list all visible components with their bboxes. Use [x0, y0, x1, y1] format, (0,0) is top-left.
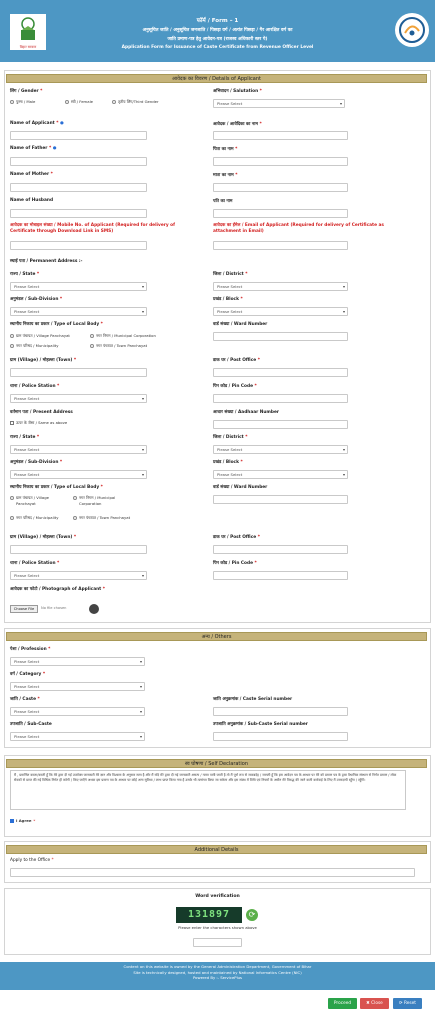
- mobile-label: आवेदक का मोबाइल संख्या / Mobile No. of Applicant (Required for delivery of Certificate through Download Link in SMS): [10, 223, 175, 234]
- refresh-captcha-icon[interactable]: ⟳: [246, 909, 258, 921]
- applicant-name-hindi-label: आवेदक / आवेदिका का नाम *: [213, 122, 262, 127]
- apply-office-input[interactable]: [10, 868, 415, 877]
- footer-line2: Site is technically designed, hosted and maintained by National Informatics Centre (NIC): [133, 969, 302, 975]
- perm-town-panchayat-radio[interactable]: नगर पंचायत / Town Panchayat: [90, 343, 147, 349]
- perm-pin-label: पिन कोड / Pin Code *: [213, 384, 257, 389]
- subcaste-serial-input[interactable]: [213, 732, 348, 741]
- proceed-button[interactable]: Proceed: [328, 998, 357, 1009]
- subcaste-label: उपजाति / Sub-Caste: [10, 722, 52, 727]
- declaration-section-bar: स्व घोषणा / Self Declaration: [6, 759, 427, 768]
- pres-ward-label: वार्ड संख्या / Ward Number: [213, 485, 268, 490]
- serviceplus-logo: [395, 13, 429, 47]
- perm-block-label: प्रखंड / Block *: [213, 297, 243, 302]
- reset-button[interactable]: ⟳ Reset: [393, 998, 422, 1009]
- perm-village-panchayat-radio[interactable]: ग्राम पंचायत / Village Panchayat: [10, 333, 70, 339]
- subcaste-select[interactable]: Please Select ▾: [10, 732, 145, 741]
- salutation-label: अभिवादन / Salutation *: [213, 89, 262, 94]
- profession-select[interactable]: Please Select ▾: [10, 657, 145, 666]
- perm-ward-label: वार्ड संख्या / Ward Number: [213, 322, 268, 327]
- perm-state-select[interactable]: Please Select ▾: [10, 282, 147, 291]
- no-file-text: No file chosen: [41, 606, 67, 610]
- pres-village-label: ग्राम (Village) / मोहल्ला (Town) *: [10, 535, 77, 540]
- footer-line3: Powered By :- ServicePlus: [192, 975, 243, 980]
- radio-circle-icon: [112, 100, 116, 104]
- category-select[interactable]: Please Select ▾: [10, 682, 145, 691]
- close-icon: ✖: [366, 1001, 370, 1006]
- radio-circle-icon: [90, 334, 94, 338]
- captcha-image: 131897: [176, 907, 242, 923]
- hindi-title-line2: जाति प्रमाण-पत्र हेतु आवेदन-पत्र (राजस्व अधिकारी स्तर पे): [167, 37, 268, 42]
- captcha-title: Word verification: [195, 894, 240, 899]
- page-footer: [0, 962, 435, 990]
- pres-subdivision-label: अनुमंडल / Sub-Division *: [10, 460, 63, 465]
- radio-circle-icon: [65, 100, 69, 104]
- pres-postoffice-label: डाक घर / Post Office *: [213, 535, 260, 540]
- pres-village-input[interactable]: [10, 545, 147, 554]
- category-label: वर्ग / Category *: [10, 672, 46, 677]
- pres-district-label: जिला / District *: [213, 435, 248, 440]
- perm-state-label: राज्य / State *: [10, 272, 40, 277]
- additional-section-bar: Additional Details: [6, 845, 427, 854]
- radio-circle-icon: [73, 496, 77, 500]
- perm-municipal-corp-radio[interactable]: नगर निगम / Municipal Corporation: [90, 333, 156, 339]
- gender-label: लिंग / Gender *: [10, 89, 43, 94]
- page-header: [0, 0, 435, 62]
- logo-caption: बिहार सरकार: [19, 45, 37, 49]
- caste-label: जाति / Caste *: [10, 697, 40, 702]
- caste-select[interactable]: Please Select ▾: [10, 707, 145, 716]
- captcha-hint: Please enter the characters shown above: [178, 925, 257, 930]
- choose-file-button[interactable]: Choose File: [10, 605, 38, 613]
- applicant-name-hindi-input[interactable]: [213, 131, 348, 140]
- husband-name-label: Name of Husband: [10, 198, 54, 203]
- profession-label: पेशा / Profession *: [10, 647, 51, 652]
- english-title: Application Form for Issuance of Caste Certificate from Revenue Officer Level: [121, 45, 314, 50]
- pres-police-select[interactable]: Please Select ▾: [10, 571, 147, 580]
- pres-police-label: थाना / Police Station *: [10, 561, 60, 566]
- radio-circle-icon: [10, 516, 14, 520]
- apply-office-label: Apply to the Office *: [10, 858, 54, 863]
- caste-serial-input[interactable]: [213, 707, 348, 716]
- footer-line1: Content on this website is owned by the General Administration Department, Government of Bihar: [123, 964, 312, 969]
- father-name-hindi-label: पिता का नाम *: [213, 147, 238, 152]
- perm-district-label: जिला / District *: [213, 272, 248, 277]
- mother-name-hindi-input[interactable]: [213, 183, 348, 192]
- pres-block-label: प्रखंड / Block *: [213, 460, 243, 465]
- pres-village-panchayat-radio[interactable]: ग्राम पंचायत / Village Panchayat: [10, 495, 68, 506]
- perm-pin-input[interactable]: [213, 394, 348, 403]
- perm-police-label: थाना / Police Station *: [10, 384, 60, 389]
- applicant-name-input[interactable]: [10, 131, 147, 140]
- husband-name-hindi-input[interactable]: [213, 209, 348, 218]
- email-label: आवेदक का ईमेल / Email of Applicant (Required for delivery of Certificate as attachment in Email): [213, 223, 384, 234]
- perm-municipality-radio[interactable]: नगर परिषद / Municipality: [10, 343, 58, 349]
- captcha-input[interactable]: [193, 938, 242, 947]
- salutation-select[interactable]: Please Select ▾: [213, 99, 345, 108]
- pres-municipal-corp-radio[interactable]: नगर निगम / Municipal Corporation: [73, 495, 135, 506]
- mobile-input[interactable]: [10, 241, 147, 250]
- pres-pin-label: पिन कोड / Pin Code *: [213, 561, 257, 566]
- mother-name-hindi-label: माता का नाम *: [213, 173, 238, 178]
- refresh-icon: ⟳: [399, 1001, 403, 1006]
- aadhaar-input[interactable]: [213, 420, 348, 429]
- serviceplus-icon: [395, 13, 429, 47]
- perm-ward-input[interactable]: [213, 332, 348, 341]
- pres-localbody-label: स्थानीय निकाय का प्रकार / Type of Local Body *: [10, 485, 103, 490]
- perm-localbody-label: स्थानीय निकाय का प्रकार / Type of Local Body *: [10, 322, 103, 327]
- applicant-name-label: Name of Applicant * ●: [10, 121, 64, 126]
- gender-third-radio[interactable]: तृतीय लिंग/Third Gender: [112, 99, 162, 105]
- perm-village-input[interactable]: [10, 368, 147, 377]
- declaration-text: मैं , प्रमाणित करता/करती हूँ कि मेरे द्वारा दी गई उपरोक्त जानकारी मेरे ज्ञान और विश्वास के अनुसार सत्य है और मैं यदि मेरे द्वारा दी गई जानकारी असत्य / गलत पायी जाती है तो मैं पूर्ण रूप से जवाबदेह / जानती हूँ कि इस आवेदन पत्र के आधार पर मेरे को प्रमाण पत्र के द्वारा वैधानिक संस्थान से निर्गत प्रमाण / लोक सेवकों से प्राप्त की गई विधिक निर्गत ही करेगी / किए जाएँगे अथवा इस प्रमाण पत्र के आधार पर कोई अन्य सुविधा / लाभ प्राप्त किया गया है उसके भी तत्संगत किया जा सकेगा और इस संबंध में विधि एवं नियमों के अधीन मेरे विरुद्ध की जाने वाली कार्रवाई के लिए मैं उत्तरदायी रहूँगा / रहूँगी।: [10, 770, 406, 810]
- perm-police-select[interactable]: Please Select ▾: [10, 394, 147, 403]
- husband-name-input[interactable]: [10, 209, 147, 218]
- gender-male-radio[interactable]: पुरुष / Male: [10, 99, 35, 105]
- subcaste-serial-label: उपजाति अनुक्रमांक / Sub-Caste Serial number: [213, 722, 308, 727]
- pres-district-select[interactable]: Please Select ▾: [213, 445, 348, 454]
- pres-ward-input[interactable]: [213, 495, 348, 504]
- caste-serial-label: जाति अनुक्रमांक / Caste Serial number: [213, 697, 293, 702]
- pres-town-panchayat-radio[interactable]: नगर पंचायत / Town Panchayat: [73, 515, 131, 521]
- pres-postoffice-input[interactable]: [213, 545, 348, 554]
- applicant-section-bar: आवेदक का विवरण / Details of Applicant: [6, 74, 427, 83]
- father-name-input[interactable]: [10, 157, 147, 166]
- photo-label: आवेदक का फोटो / Photograph of Applicant *: [10, 587, 105, 592]
- applicant-frame: [4, 70, 431, 623]
- checkbox-icon: [10, 421, 14, 425]
- others-section-bar: अन्य / Others: [6, 632, 427, 641]
- radio-circle-icon: [10, 100, 14, 104]
- pres-pin-input[interactable]: [213, 571, 348, 580]
- pres-municipality-radio[interactable]: नगर परिषद / Municipality: [10, 515, 58, 521]
- perm-district-select[interactable]: Please Select ▾: [213, 282, 348, 291]
- perm-subdivision-label: अनुमंडल / Sub-Division *: [10, 297, 63, 302]
- perm-village-label: ग्राम (Village) / मोहल्ला (Town) *: [10, 358, 77, 363]
- checkbox-checked-icon: [10, 819, 14, 823]
- present-address-heading: वर्तमान पता / Present Address: [10, 410, 73, 415]
- hindi-title-line1: अनुसूचित जाति / अनुसूचित जनजाति / पिछड़ा वर्ग / अत्यंत पिछड़ा / गैर आरक्षित वर्ग का: [142, 28, 293, 33]
- radio-circle-icon: [10, 496, 14, 500]
- mother-name-label: Name of Mother *: [10, 172, 53, 177]
- pres-state-label: राज्य / State *: [10, 435, 40, 440]
- husband-name-hindi-label: पति का नाम: [213, 199, 233, 204]
- radio-circle-icon: [73, 516, 77, 520]
- gender-female-radio[interactable]: स्त्री / Female: [65, 99, 93, 105]
- father-name-label: Name of Father * ●: [10, 146, 57, 151]
- father-name-hindi-input[interactable]: [213, 157, 348, 166]
- radio-circle-icon: [10, 334, 14, 338]
- perm-postoffice-label: डाक घर / Post Office *: [213, 358, 260, 363]
- perm-subdivision-select[interactable]: Please Select ▾: [10, 307, 147, 316]
- form-title: फॉर्म / Form – 1: [196, 18, 239, 24]
- aadhaar-label: आधार संख्या / Aadhaar Number: [213, 410, 279, 415]
- perm-block-select[interactable]: Please Select ▾: [213, 307, 348, 316]
- pres-state-select[interactable]: Please Select ▾: [10, 445, 147, 454]
- perm-postoffice-input[interactable]: [213, 368, 348, 377]
- mother-name-input[interactable]: [10, 183, 147, 192]
- i-agree-checkbox[interactable]: I Agree *: [10, 818, 35, 823]
- radio-circle-icon: [10, 344, 14, 348]
- photo-preview-icon: [89, 604, 99, 614]
- close-button[interactable]: ✖ Close: [360, 998, 389, 1009]
- email-input[interactable]: [213, 241, 348, 250]
- pres-subdivision-select[interactable]: Please Select ▾: [10, 470, 147, 479]
- same-as-above-checkbox[interactable]: ऊपर के जैसा / Same as above: [10, 420, 67, 426]
- pres-block-select[interactable]: Please Select ▾: [213, 470, 348, 479]
- permanent-address-heading: स्थाई पता / Permanent Address :-: [10, 259, 83, 264]
- radio-circle-icon: [90, 344, 94, 348]
